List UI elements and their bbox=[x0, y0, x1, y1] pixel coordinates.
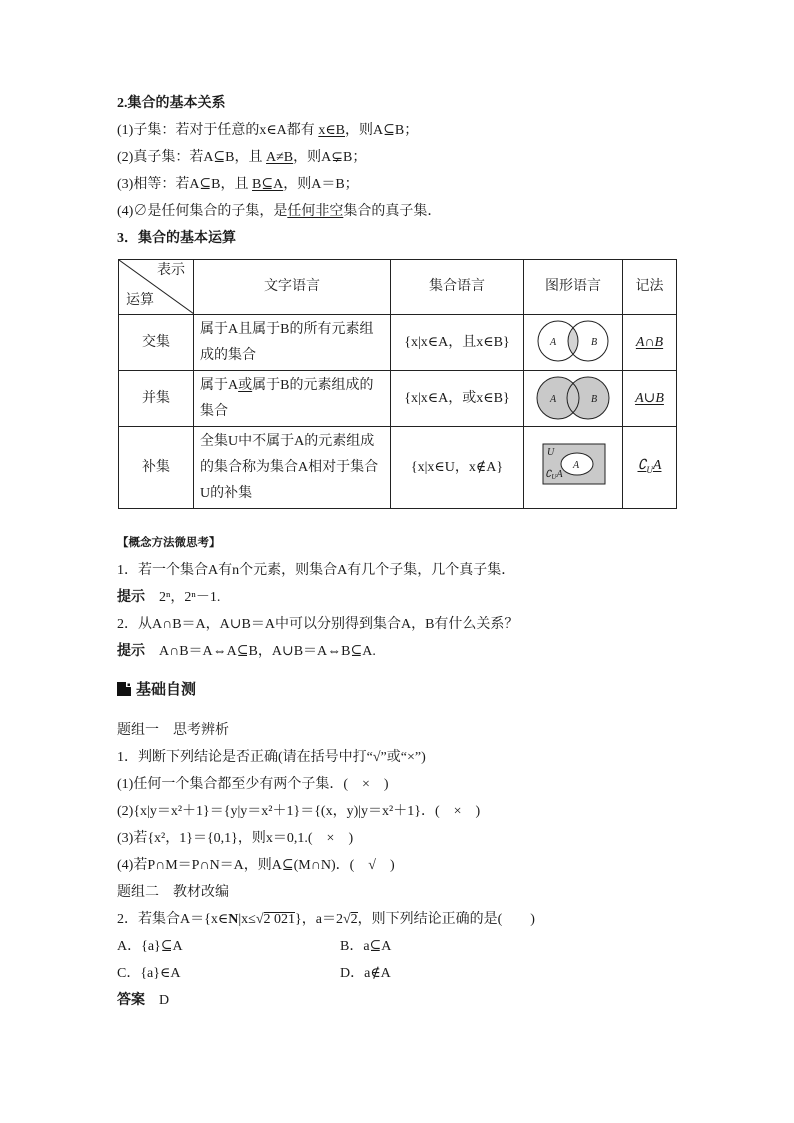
q2-text-pre2: |x≤ bbox=[238, 912, 256, 927]
table-row-intersection bbox=[119, 315, 677, 371]
notation-complement-set: A bbox=[652, 457, 662, 473]
answer-label: 答案 bbox=[117, 993, 145, 1008]
natural-numbers-symbol: N bbox=[228, 912, 239, 927]
proper-subset-text-pre: (2)真子集：若A⊆B，且 bbox=[117, 150, 267, 165]
q2-text-pre: 2．若集合A＝{x∈ bbox=[117, 912, 229, 927]
table-header-row bbox=[119, 260, 677, 315]
options-row-ab bbox=[117, 933, 535, 960]
notation-complement-subscript: U bbox=[646, 464, 653, 475]
table-row-complement bbox=[119, 427, 677, 509]
complement-subscript: U bbox=[550, 473, 556, 481]
hint-text: 2ⁿ，2ⁿ－1. bbox=[159, 590, 221, 605]
notation-complement-cell bbox=[623, 427, 677, 509]
judgement-item: (3)若{x²，1}＝{0,1}，则x＝0,1.( × ) bbox=[117, 831, 354, 846]
empty-set-underlined: 任何非空 bbox=[287, 204, 344, 219]
q2-text-post: ，则下列结论正确的是( ) bbox=[357, 912, 535, 927]
proper-subset-text-post: ，则A⊊B； bbox=[293, 150, 367, 165]
text-line bbox=[200, 373, 384, 399]
table-row-union bbox=[119, 371, 677, 427]
think-hint-1 bbox=[117, 584, 518, 611]
venn-label-u: U bbox=[546, 447, 554, 458]
venn-label-a: A bbox=[572, 460, 579, 471]
empty-set-text-pre: (4)∅是任何集合的子集，是 bbox=[117, 204, 288, 219]
text-line: 的集合称为集合A相对于集合 bbox=[200, 459, 379, 475]
op-name-union: 并集 bbox=[119, 371, 194, 427]
think-hint-2 bbox=[117, 638, 518, 665]
section-title-basic-relations: 2.集合的基本关系 bbox=[117, 96, 226, 111]
set-language-intersection: {x|x∈A，且x∈B} bbox=[391, 315, 524, 371]
corner-label-operation: 运算 bbox=[126, 293, 154, 308]
radical-sign: √ bbox=[342, 912, 351, 927]
option-a: A．{a}⊆A bbox=[117, 939, 183, 954]
radicand-2: 2 bbox=[350, 912, 358, 927]
self-test-title: 基础自测 bbox=[136, 682, 197, 698]
venn-union-diagram bbox=[525, 371, 622, 426]
judgement-item: (4)若P∩M＝P∩N＝A，则A⊆(M∩N)．( √ ) bbox=[117, 858, 395, 873]
group-2-title: 题组二 教材改编 bbox=[117, 885, 229, 900]
complement-symbol: ∁ bbox=[544, 469, 551, 480]
square-icon-dot bbox=[128, 684, 131, 687]
think-question-1: 1．若一个集合A有n个元素，则集合A有几个子集，几个真子集． bbox=[117, 563, 516, 578]
venn-complement-diagram bbox=[525, 427, 622, 508]
venn-intersection-diagram bbox=[525, 315, 622, 370]
union-or-underlined: 或 bbox=[238, 377, 253, 393]
self-test-section bbox=[117, 717, 535, 1014]
diagonal-header-cell bbox=[119, 260, 194, 315]
proper-subset-definition bbox=[117, 144, 441, 171]
text-line: 集合 bbox=[200, 403, 228, 419]
header-notation: 记法 bbox=[623, 260, 677, 315]
notation-complement-symbol: ∁ bbox=[637, 457, 647, 473]
graphic-intersection-cell bbox=[524, 315, 623, 371]
corner-label-representation: 表示 bbox=[157, 263, 185, 278]
notation-complement bbox=[638, 458, 662, 473]
notation-intersection-cell bbox=[623, 315, 677, 371]
union-text-pre: 属于A bbox=[200, 377, 239, 393]
empty-set-text-post: 集合的真子集． bbox=[343, 204, 442, 219]
group-1-title: 题组一 思考辨析 bbox=[117, 723, 229, 738]
subset-text-pre: (1)子集：若对于任意的x∈A都有 bbox=[117, 123, 319, 138]
section-square-icon bbox=[117, 682, 131, 696]
graphic-complement-cell bbox=[524, 427, 623, 509]
proper-subset-underlined: A≠B bbox=[266, 150, 294, 165]
answer-value: D bbox=[159, 993, 170, 1008]
hint-label: 提示 bbox=[117, 644, 145, 659]
radical-sign: √ bbox=[255, 912, 264, 927]
concept-think-title: 【概念方法微思考】 bbox=[117, 537, 221, 549]
option-d: D．a∉A bbox=[340, 966, 391, 981]
radicand-2021: 2 021 bbox=[263, 912, 296, 927]
question-1: 1．判断下列结论是否正确(请在括号中打“√”或“×”) bbox=[117, 750, 426, 765]
header-set-language: 集合语言 bbox=[391, 260, 524, 315]
self-test-heading bbox=[117, 677, 196, 704]
venn-label-a: A bbox=[549, 394, 556, 405]
set-language-union: {x|x∈A，或x∈B} bbox=[391, 371, 524, 427]
text-line: 属于A且属于B的所有元素组 bbox=[200, 321, 374, 337]
set-operations-table bbox=[118, 259, 677, 509]
q2-text-mid: }，a＝2 bbox=[295, 912, 343, 927]
concept-think-section bbox=[117, 530, 518, 665]
op-name-complement: 补集 bbox=[119, 427, 194, 509]
set-language-complement: {x|x∈U，x∉A} bbox=[391, 427, 524, 509]
judgement-item: (1)任何一个集合都至少有两个子集．( × ) bbox=[117, 777, 389, 792]
diagonal-header-box bbox=[119, 260, 194, 314]
complement-set: A bbox=[555, 469, 563, 480]
notation-union-cell bbox=[623, 371, 677, 427]
equality-definition bbox=[117, 171, 441, 198]
answer-line bbox=[117, 987, 535, 1014]
notation-intersection: A∩B bbox=[635, 334, 664, 350]
hint-label: 提示 bbox=[117, 590, 145, 605]
hint-text: A∩B＝A⇔A⊆B，A∪B＝A⇔B⊆A. bbox=[159, 644, 376, 659]
options-row-cd bbox=[117, 960, 535, 987]
venn-label-b: B bbox=[590, 337, 597, 348]
union-text-post: 属于B的元素组成的 bbox=[252, 377, 374, 393]
question-2 bbox=[117, 906, 535, 933]
header-text-language: 文字语言 bbox=[194, 260, 391, 315]
basic-relations-section bbox=[117, 90, 441, 252]
venn-label-b: B bbox=[590, 394, 597, 405]
op-name-intersection: 交集 bbox=[119, 315, 194, 371]
text-language-complement bbox=[194, 427, 391, 509]
empty-set-statement bbox=[117, 198, 441, 225]
notation-union: A∪B bbox=[635, 390, 664, 406]
subset-definition bbox=[117, 117, 441, 144]
text-language-union bbox=[194, 371, 391, 427]
text-line: U的补集 bbox=[200, 485, 253, 501]
equality-underlined: B⊆A bbox=[252, 177, 284, 192]
text-line: 全集U中不属于A的元素组成 bbox=[200, 433, 375, 449]
equality-text-pre: (3)相等：若A⊆B，且 bbox=[117, 177, 253, 192]
header-graphic-language: 图形语言 bbox=[524, 260, 623, 315]
subset-text-post: ，则A⊆B； bbox=[345, 123, 419, 138]
option-b: B．a⊆A bbox=[340, 939, 392, 954]
section-title-basic-operations: 3．集合的基本运算 bbox=[117, 231, 236, 246]
option-c: C．{a}∈A bbox=[117, 966, 181, 981]
text-language-intersection bbox=[194, 315, 391, 371]
venn-label-a: A bbox=[549, 337, 556, 348]
equality-text-post: ，则A＝B； bbox=[283, 177, 359, 192]
think-question-2: 2．从A∩B＝A，A∪B＝A中可以分别得到集合A，B有什么关系？ bbox=[117, 617, 519, 632]
judgement-item: (2){x|y＝x²＋1}＝{y|y＝x²＋1}＝{(x，y)|y＝x²＋1}．( × ) bbox=[117, 804, 481, 819]
graphic-union-cell bbox=[524, 371, 623, 427]
subset-underlined: x∈B bbox=[318, 123, 346, 138]
text-line: 成的集合 bbox=[200, 347, 256, 363]
